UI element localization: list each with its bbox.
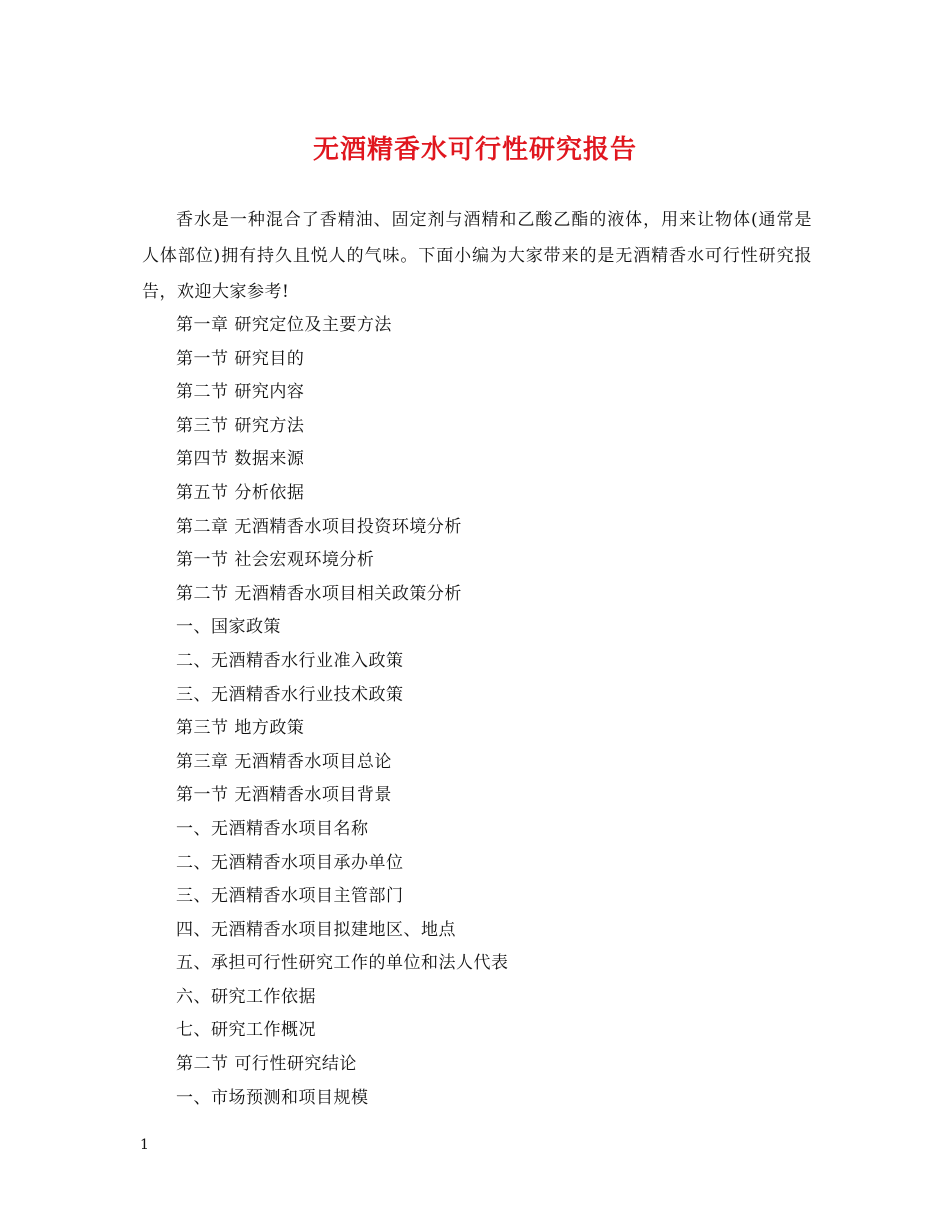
toc-line: 第二节 可行性研究结论 <box>176 1054 357 1075</box>
toc-line: 三、无酒精香水项目主管部门 <box>176 886 404 907</box>
toc-line: 五、承担可行性研究工作的单位和法人代表 <box>176 953 509 974</box>
toc-line: 二、无酒精香水行业准入政策 <box>176 650 404 671</box>
toc-line: 六、研究工作依据 <box>176 986 316 1007</box>
toc-line: 第五节 分析依据 <box>176 482 305 503</box>
toc-line: 第二节 无酒精香水项目相关政策分析 <box>176 583 462 604</box>
toc-line: 第三节 研究方法 <box>176 415 305 436</box>
toc-line: 一、市场预测和项目规模 <box>176 1087 369 1108</box>
document-title: 无酒精香水可行性研究报告 <box>312 135 637 165</box>
toc-line: 第一节 社会宏观环境分析 <box>176 550 375 571</box>
page-number: 1 <box>140 1137 149 1153</box>
toc-line: 一、国家政策 <box>176 617 281 638</box>
toc-line: 一、无酒精香水项目名称 <box>176 818 369 839</box>
toc-line: 二、无酒精香水项目承办单位 <box>176 852 404 873</box>
intro-paragraph: 香水是一种混合了香精油、固定剂与酒精和乙酸乙酯的液体，用来让物体(通常是人体部位)拥有持久且悦人的气味。下面小编为大家带来的是无酒精香水可行性研究报告，欢迎大家参考! <box>142 210 812 302</box>
toc-line: 第三章 无酒精香水项目总论 <box>176 751 392 772</box>
toc-line: 第一章 研究定位及主要方法 <box>176 315 392 335</box>
toc-line: 第二章 无酒精香水项目投资环境分析 <box>176 516 462 537</box>
toc-line: 七、研究工作概况 <box>176 1020 316 1041</box>
toc-line: 第二节 研究内容 <box>176 382 305 403</box>
toc-line: 第四节 数据来源 <box>176 449 305 470</box>
toc-line: 三、无酒精香水行业技术政策 <box>176 684 404 705</box>
toc-line: 四、无酒精香水项目拟建地区、地点 <box>176 919 456 940</box>
toc-line: 第一节 研究目的 <box>176 348 305 369</box>
toc-line: 第三节 地方政策 <box>176 718 305 739</box>
table-of-contents <box>176 309 509 1115</box>
toc-line: 第一节 无酒精香水项目背景 <box>176 785 392 806</box>
